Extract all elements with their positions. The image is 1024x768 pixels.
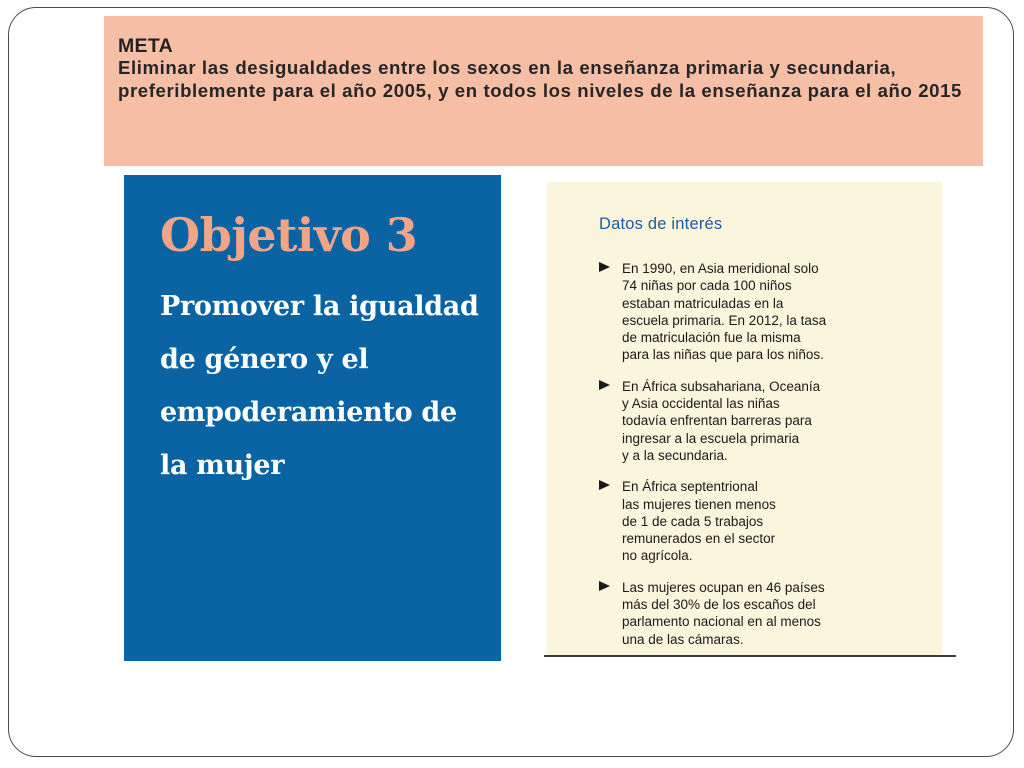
meta-text: Eliminar las desigualdades entre los sexos en la enseñanza primaria y secundaria, preferiblemente para el año 2005, y en todos los niveles de la enseñanza para el año 2015: [118, 57, 962, 101]
bullet-arrow-icon: [599, 380, 610, 390]
fact-item: [599, 378, 942, 464]
facts-divider: [544, 655, 956, 657]
objective-title: Objetivo 3: [160, 208, 418, 262]
fact-text: En África septentrional las mujeres tienen menos de 1 de cada 5 trabajos remunerados en el sector no agrícola.: [622, 479, 776, 564]
fact-item: [599, 478, 942, 564]
meta-banner: [104, 16, 983, 166]
objective-subtitle: Promover la igualdad de género y el empoderamiento de la mujer: [160, 291, 479, 481]
meta-title: META: [118, 35, 173, 57]
bullet-arrow-icon: [599, 581, 610, 591]
fact-item: [599, 579, 942, 648]
fact-text: Las mujeres ocupan en 46 países más del 30% de los escaños del parlamento nacional en al menos una de las cámaras.: [622, 579, 825, 647]
objective-panel: [124, 175, 501, 661]
facts-panel: [547, 182, 942, 657]
fact-item: [599, 260, 942, 364]
facts-heading: Datos de interés: [599, 215, 723, 233]
bullet-arrow-icon: [599, 480, 610, 490]
fact-text: En África subsahariana, Oceanía y Asia occidental las niñas todavía enfrentan barreras para ingresar a la escuela primaria y a la secundaria.: [622, 378, 821, 463]
bullet-arrow-icon: [599, 262, 610, 272]
fact-text: En 1990, en Asia meridional solo 74 niñas por cada 100 niños estaban matriculadas en la escuela primaria. En 2012, la tasa de matriculación fue la misma para las niñas que para los niños.: [622, 261, 827, 363]
